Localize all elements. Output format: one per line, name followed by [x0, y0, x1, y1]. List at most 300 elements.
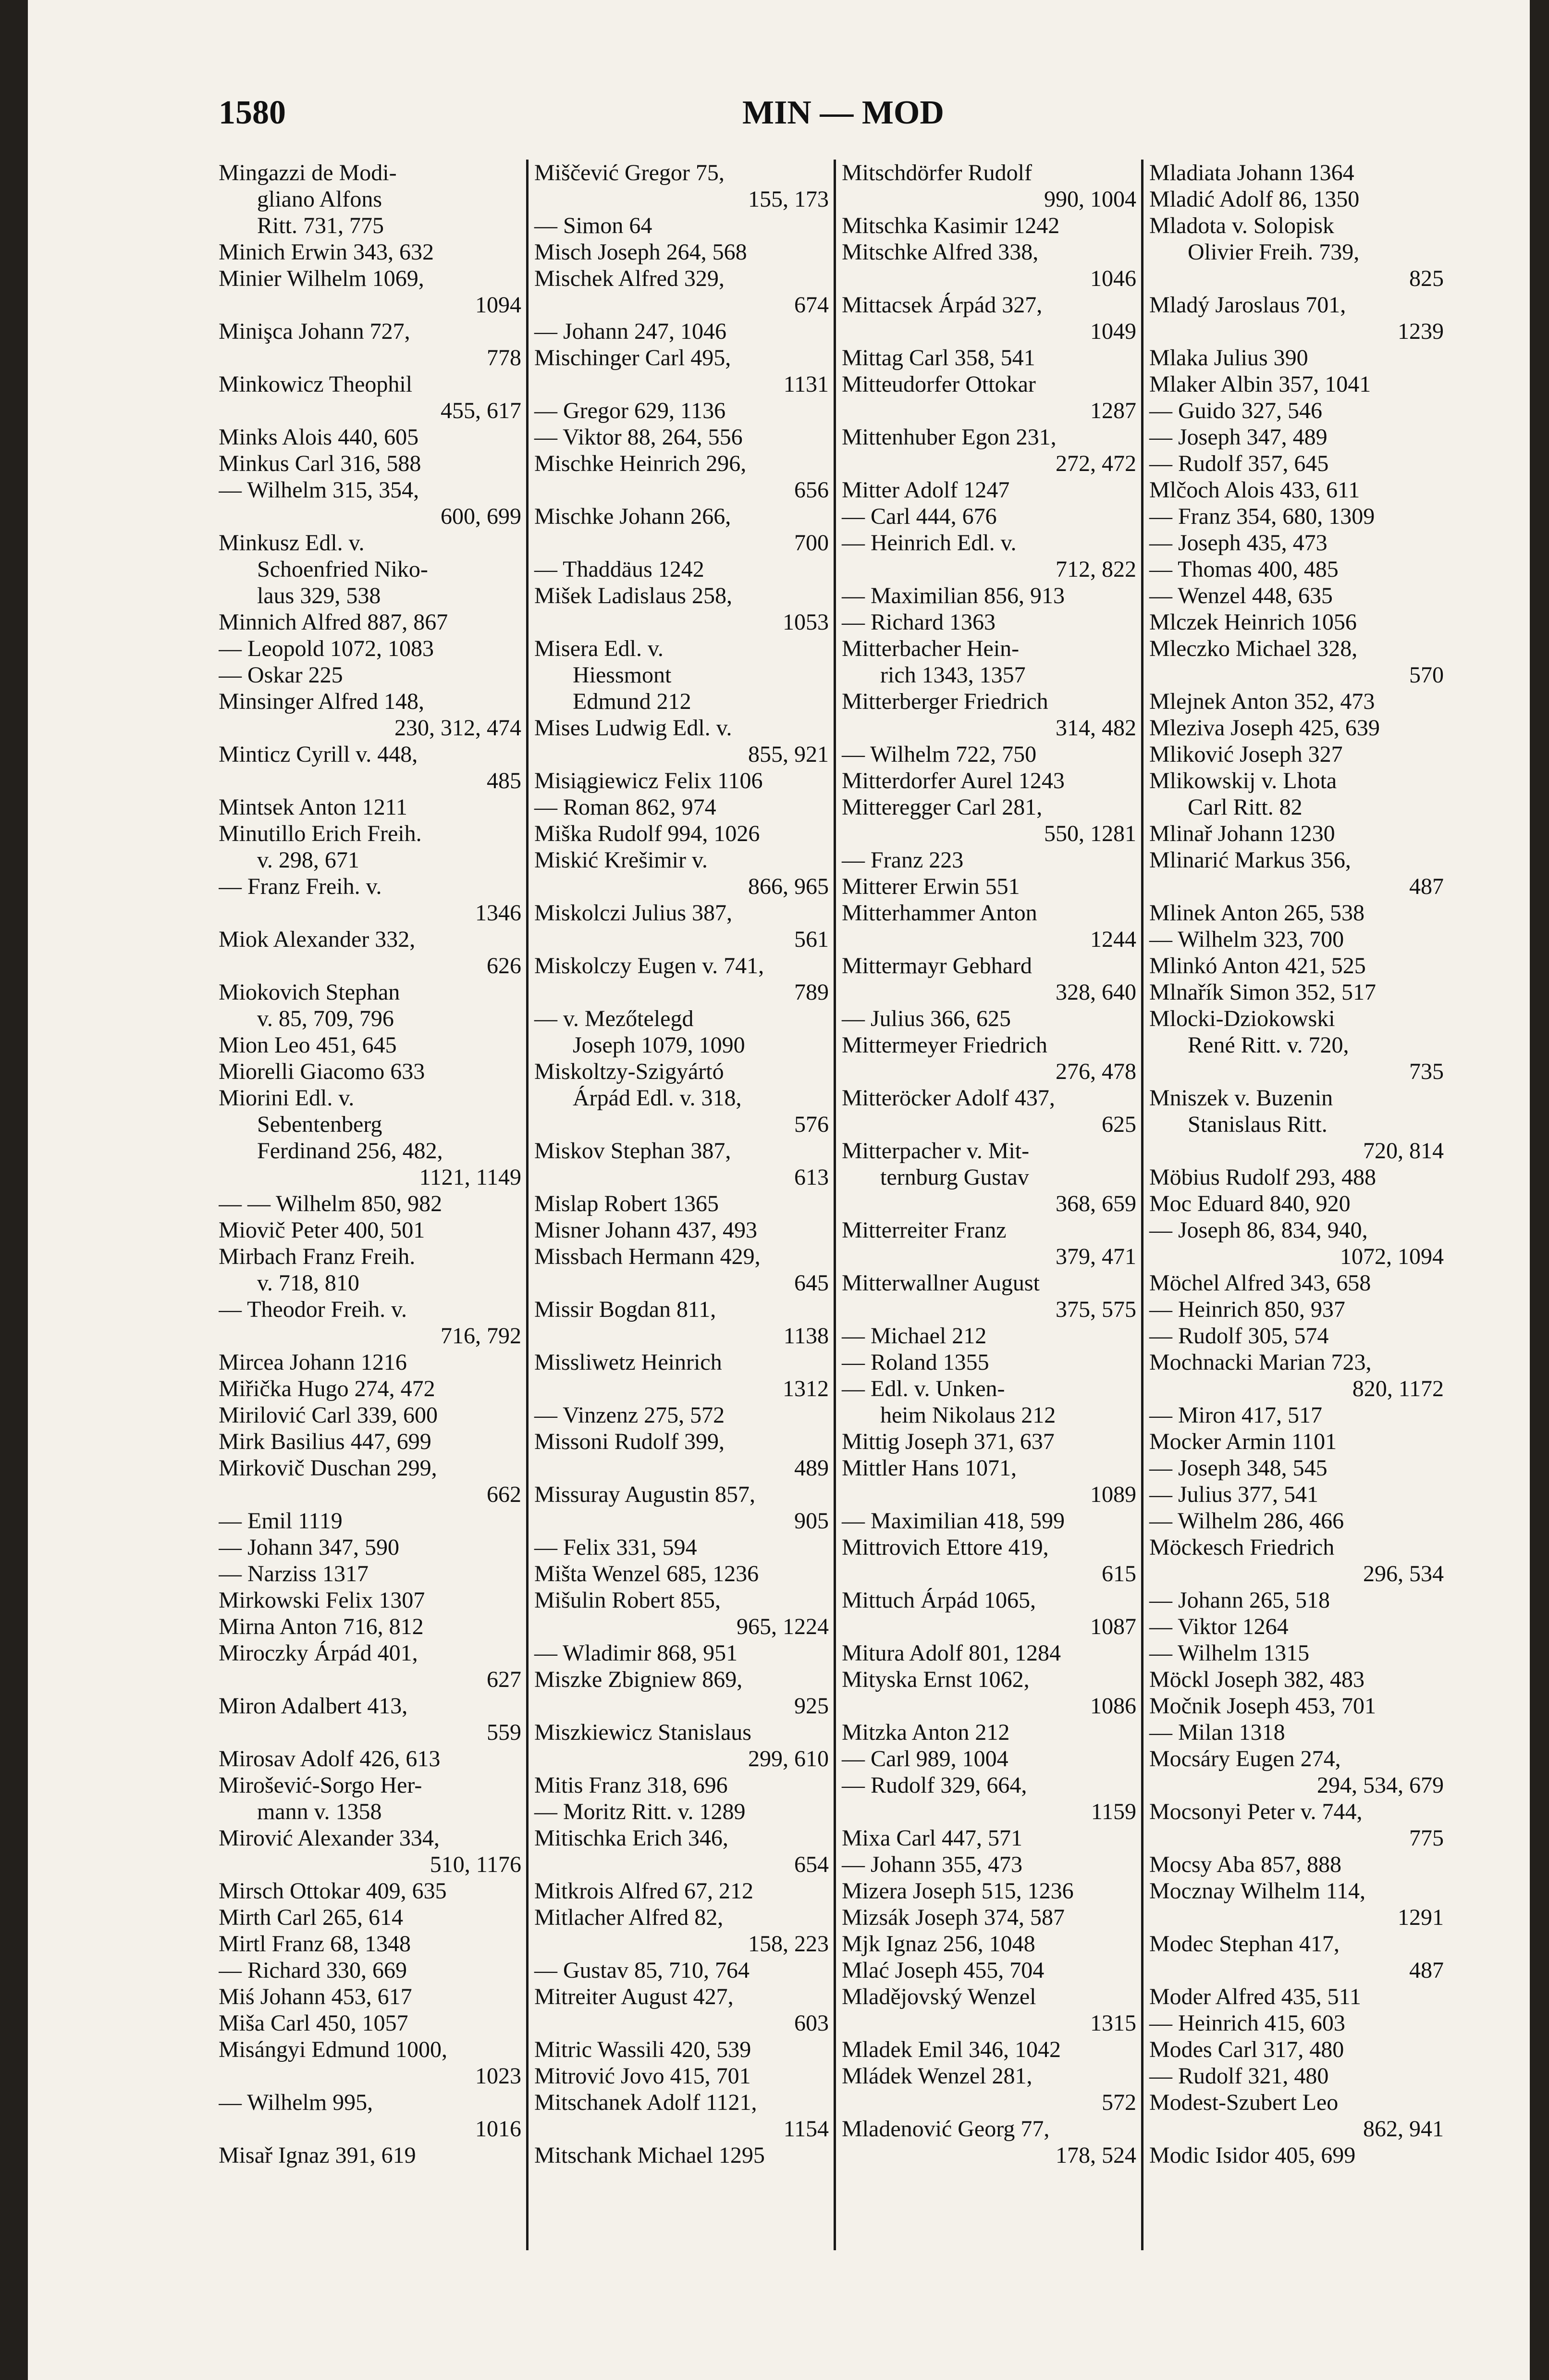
index-entry — [842, 371, 1136, 424]
entry-name-line: Mitischka Erich 346, — [534, 1825, 728, 1851]
entry-name-line: — Wladimir 868, 951 — [534, 1640, 738, 1666]
entry-name-line: Mitterer Erwin 551 — [842, 874, 1020, 899]
entry-name-line: — Johann 355, 473 — [842, 1852, 1022, 1877]
entry-continuation-line: 570 — [1409, 662, 1444, 688]
index-entry — [842, 1534, 1136, 1587]
index-entry — [219, 1534, 521, 1561]
entry-name-line: Mocsy Aba 857, 888 — [1149, 1852, 1341, 1877]
index-entry — [842, 873, 1136, 900]
entry-continuation-line: Sebentenberg — [257, 1112, 382, 1137]
entry-name-line: — Guido 327, 546 — [1149, 398, 1322, 423]
index-entry — [219, 2089, 521, 2142]
entry-name-line: Miok Alexander 332, — [219, 927, 416, 952]
entry-continuation-line: rich 1343, 1357 — [880, 662, 1026, 688]
index-entry — [842, 768, 1136, 794]
entry-name-line: Mitkrois Alfred 67, 212 — [534, 1878, 753, 1904]
entry-continuation-line: 600, 699 — [441, 504, 521, 529]
entry-name-line: — Felix 331, 594 — [534, 1535, 697, 1560]
entry-continuation-line: 455, 617 — [441, 398, 521, 423]
entry-name-line: Mišek Ladislaus 258, — [534, 583, 732, 608]
entry-name-line: — Rudolf 357, 645 — [1149, 451, 1329, 476]
entry-continuation-line: 487 — [1409, 1958, 1444, 1983]
entry-name-line: Mladiata Johann 1364 — [1149, 160, 1354, 186]
index-entry — [1149, 1428, 1444, 1455]
entry-name-line: Mlikowskij v. Lhota — [1149, 768, 1337, 793]
entry-name-line: Mitreiter August 427, — [534, 1984, 734, 2009]
entry-continuation-line: 1121, 1149 — [419, 1165, 521, 1190]
index-entry — [534, 900, 829, 953]
index-entry — [219, 160, 521, 239]
entry-continuation-line: 825 — [1409, 266, 1444, 291]
index-entry — [219, 318, 521, 371]
entry-continuation-line: Ferdinand 256, 482, — [257, 1138, 443, 1164]
index-entry — [219, 1032, 521, 1058]
index-entry — [842, 2063, 1136, 2116]
entry-name-line: Missoni Rudolf 399, — [534, 1429, 725, 1454]
index-entry — [1149, 1587, 1444, 1613]
entry-name-line: Mitis Franz 318, 696 — [534, 1773, 728, 1798]
index-entry — [219, 239, 521, 265]
index-entry — [842, 212, 1136, 239]
entry-name-line: Mircea Johann 1216 — [219, 1350, 407, 1375]
index-entry — [219, 1693, 521, 1746]
index-entry — [219, 1878, 521, 1904]
entry-continuation-line: 1287 — [1090, 398, 1136, 423]
entry-name-line: — Carl 444, 676 — [842, 504, 997, 529]
index-entry — [534, 1561, 829, 1587]
entry-name-line: Mladota v. Solopisk — [1149, 213, 1334, 238]
index-entry — [219, 2142, 521, 2169]
index-entry — [1149, 1270, 1444, 1296]
index-entry — [534, 556, 829, 583]
index-entry — [219, 2036, 521, 2089]
index-entry — [1149, 1164, 1444, 1190]
entry-continuation-line: v. 718, 810 — [257, 1270, 359, 1296]
entry-name-line: Miřička Hugo 274, 472 — [219, 1376, 435, 1401]
entry-name-line: Mišulin Robert 855, — [534, 1587, 721, 1613]
index-entry — [842, 1983, 1136, 2036]
index-entry — [1149, 2142, 1444, 2169]
entry-name-line: Mlinek Anton 265, 538 — [1149, 900, 1365, 926]
index-entry — [219, 1772, 521, 1825]
entry-name-line: — Michael 212 — [842, 1323, 987, 1349]
entry-name-line: Mlocki-Dziokowski — [1149, 1006, 1335, 1031]
entry-continuation-line: 720, 814 — [1363, 1138, 1444, 1164]
entry-name-line: — Julius 366, 625 — [842, 1006, 1011, 1031]
entry-name-line: Mitterhammer Anton — [842, 900, 1037, 926]
index-entry — [219, 741, 521, 794]
index-entry — [842, 900, 1136, 953]
index-entry — [534, 1402, 829, 1428]
index-entry — [219, 477, 521, 530]
entry-name-line: Minks Alois 440, 605 — [219, 424, 419, 450]
index-entry — [219, 1561, 521, 1587]
index-entry — [219, 1825, 521, 1878]
index-entry — [842, 424, 1136, 477]
entry-name-line: — Wilhelm 286, 466 — [1149, 1508, 1344, 1534]
index-entry — [1149, 556, 1444, 583]
index-column-3 — [834, 160, 1141, 2250]
entry-continuation-line: Joseph 1079, 1090 — [573, 1032, 745, 1058]
entry-name-line: — Wenzel 448, 635 — [1149, 583, 1333, 608]
entry-continuation-line: 855, 921 — [748, 742, 829, 767]
entry-continuation-line: 559 — [487, 1720, 521, 1745]
entry-name-line: — Joseph 348, 545 — [1149, 1455, 1328, 1481]
entry-name-line: Mittuch Árpád 1065, — [842, 1587, 1036, 1613]
index-entry — [219, 820, 521, 873]
index-entry — [534, 1983, 829, 2036]
entry-name-line: — Gustav 85, 710, 764 — [534, 1958, 750, 1983]
entry-name-line: — Thomas 400, 485 — [1149, 557, 1339, 582]
index-entry — [1149, 1190, 1444, 1217]
index-entry — [534, 1138, 829, 1190]
entry-name-line: Mirošević-Sorgo Her- — [219, 1773, 422, 1798]
index-entry — [842, 503, 1136, 530]
index-entry — [842, 1957, 1136, 1983]
index-entry — [842, 1904, 1136, 1931]
index-entry — [842, 2036, 1136, 2063]
entry-name-line: — Franz Freih. v. — [219, 874, 382, 899]
entry-continuation-line: 576 — [794, 1112, 829, 1137]
index-entry — [842, 1349, 1136, 1376]
entry-continuation-line: 1089 — [1090, 1482, 1136, 1507]
entry-name-line: Mochnacki Marian 723, — [1149, 1350, 1372, 1375]
index-entry — [1149, 609, 1444, 635]
index-entry — [534, 1640, 829, 1666]
entry-continuation-line: 1023 — [475, 2063, 521, 2089]
entry-name-line: Missbach Hermann 429, — [534, 1244, 761, 1269]
index-entry — [1149, 1534, 1444, 1587]
scan-border-right — [1530, 0, 1549, 2380]
entry-name-line: Mirbach Franz Freih. — [219, 1244, 416, 1269]
index-entry — [1149, 635, 1444, 688]
entry-name-line: Mlejnek Anton 352, 473 — [1149, 689, 1375, 714]
entry-name-line: — Heinrich 415, 603 — [1149, 2010, 1345, 2036]
entry-name-line: Mitterpacher v. Mit- — [842, 1138, 1030, 1164]
entry-name-line: — Wilhelm 315, 354, — [219, 477, 419, 503]
entry-name-line: Mischinger Carl 495, — [534, 345, 731, 371]
index-entry — [1149, 1851, 1444, 1878]
index-entry — [219, 1428, 521, 1455]
entry-name-line: Miorini Edl. v. — [219, 1085, 355, 1111]
index-entry — [219, 926, 521, 979]
entry-name-line: Mirk Basilius 447, 699 — [219, 1429, 431, 1454]
index-entry — [219, 1957, 521, 1983]
index-column-4 — [1141, 160, 1449, 2250]
index-entry — [219, 1587, 521, 1613]
entry-name-line: Modest-Szubert Leo — [1149, 2090, 1339, 2115]
entry-continuation-line: 314, 482 — [1056, 715, 1136, 741]
entry-name-line: Mingazzi de Modi- — [219, 160, 397, 186]
index-entry — [1149, 1693, 1444, 1719]
index-entry — [1149, 2089, 1444, 2142]
entry-name-line: Minier Wilhelm 1069, — [219, 266, 424, 291]
entry-name-line: Modec Stephan 417, — [1149, 1931, 1340, 1957]
index-entry — [842, 1666, 1136, 1719]
entry-name-line: Mittig Joseph 371, 637 — [842, 1429, 1055, 1454]
index-entry — [1149, 1323, 1444, 1349]
index-entry — [842, 583, 1136, 609]
entry-name-line: Miskolczi Julius 387, — [534, 900, 733, 926]
index-entry — [534, 2089, 829, 2142]
entry-name-line: Miokovich Stephan — [219, 979, 400, 1005]
page-header — [219, 94, 1453, 137]
entry-name-line: Mladić Adolf 86, 1350 — [1149, 186, 1360, 212]
entry-name-line: Minich Erwin 343, 632 — [219, 239, 434, 265]
index-entry — [534, 1428, 829, 1481]
entry-name-line: Mitterwallner August — [842, 1270, 1040, 1296]
entry-name-line: Modes Carl 317, 480 — [1149, 2037, 1344, 2062]
index-entry — [842, 1746, 1136, 1772]
entry-continuation-line: v. 298, 671 — [257, 847, 359, 873]
entry-continuation-line: Carl Ritt. 82 — [1188, 794, 1303, 820]
index-entry — [534, 768, 829, 794]
index-column-2 — [526, 160, 834, 2250]
index-entry — [1149, 741, 1444, 768]
entry-name-line: — Maximilian 856, 913 — [842, 583, 1065, 608]
entry-continuation-line: 572 — [1102, 2090, 1136, 2115]
entry-continuation-line: 905 — [794, 1508, 829, 1534]
entry-continuation-line: 1291 — [1398, 1905, 1444, 1930]
entry-name-line: Mittermayr Gebhard — [842, 953, 1032, 979]
index-entry — [534, 397, 829, 424]
index-entry — [219, 1455, 521, 1508]
entry-name-line: — Narziss 1317 — [219, 1561, 369, 1587]
index-entry — [842, 1851, 1136, 1878]
index-entry — [534, 1217, 829, 1243]
entry-name-line: Mittacsek Árpád 327, — [842, 292, 1043, 318]
entry-name-line: Mliković Joseph 327 — [1149, 742, 1343, 767]
entry-continuation-line: 1244 — [1090, 927, 1136, 952]
entry-name-line: — Viktor 88, 264, 556 — [534, 424, 743, 450]
entry-name-line: — Leopold 1072, 1083 — [219, 636, 434, 661]
entry-name-line: Mlinarić Markus 356, — [1149, 847, 1351, 873]
index-entry — [534, 160, 829, 212]
entry-continuation-line: 230, 312, 474 — [394, 715, 521, 741]
entry-name-line: Mlnařík Simon 352, 517 — [1149, 979, 1377, 1005]
index-entry — [842, 1772, 1136, 1825]
index-entry — [534, 1825, 829, 1878]
index-entry — [1149, 371, 1444, 397]
entry-continuation-line: 625 — [1102, 1112, 1136, 1137]
index-entry — [1149, 212, 1444, 292]
index-entry — [1149, 2063, 1444, 2089]
entry-continuation-line: 1049 — [1090, 319, 1136, 344]
entry-name-line: Mitric Wassili 420, 539 — [534, 2037, 751, 2062]
index-entry — [842, 1428, 1136, 1455]
entry-continuation-line: 489 — [794, 1455, 829, 1481]
entry-name-line: Mittermeyer Friedrich — [842, 1032, 1047, 1058]
entry-continuation-line: 375, 575 — [1056, 1297, 1136, 1322]
entry-name-line: Miskolczy Eugen v. 741, — [534, 953, 764, 979]
index-entry — [219, 662, 521, 688]
entry-name-line: Mirosav Adolf 426, 613 — [219, 1746, 441, 1772]
index-entry — [1149, 1878, 1444, 1931]
index-entry — [534, 583, 829, 635]
entry-name-line: Modic Isidor 405, 699 — [1149, 2143, 1356, 2168]
entry-continuation-line: Stanislaus Ritt. — [1188, 1112, 1328, 1137]
entry-name-line: Mocsonyi Peter v. 744, — [1149, 1799, 1363, 1824]
entry-name-line: Mitschke Alfred 338, — [842, 239, 1039, 265]
entry-name-line: Mityska Ernst 1062, — [842, 1667, 1030, 1692]
entry-name-line: Mišta Wenzel 685, 1236 — [534, 1561, 759, 1587]
entry-name-line: — Wilhelm 722, 750 — [842, 742, 1037, 767]
entry-name-line: Mittrovich Ettore 419, — [842, 1535, 1049, 1560]
entry-continuation-line: 656 — [794, 477, 829, 503]
index-entry — [842, 794, 1136, 847]
entry-continuation-line: 775 — [1409, 1825, 1444, 1851]
scan-border-left — [0, 0, 28, 2380]
entry-continuation-line: 654 — [794, 1852, 829, 1877]
entry-name-line: Miszkiewicz Stanislaus — [534, 1720, 751, 1745]
index-entry — [219, 1085, 521, 1190]
entry-continuation-line: Árpád Edl. v. 318, — [573, 1085, 742, 1111]
entry-continuation-line: 712, 822 — [1056, 557, 1136, 582]
index-entry — [1149, 186, 1444, 212]
index-entry — [1149, 450, 1444, 477]
entry-continuation-line: 778 — [487, 345, 521, 371]
index-entry — [842, 847, 1136, 873]
entry-name-line: — Wilhelm 995, — [219, 2090, 373, 2115]
entry-name-line: Misner Johann 437, 493 — [534, 1217, 757, 1243]
entry-continuation-line: 1087 — [1090, 1614, 1136, 1639]
entry-name-line: Misař Ignaz 391, 619 — [219, 2143, 416, 2168]
entry-continuation-line: 550, 1281 — [1044, 821, 1136, 846]
entry-name-line: Möbius Rudolf 293, 488 — [1149, 1165, 1377, 1190]
entry-name-line: — Julius 377, 541 — [1149, 1482, 1319, 1507]
index-entry — [534, 1058, 829, 1138]
index-entry — [1149, 1798, 1444, 1851]
index-entry — [534, 265, 829, 318]
entry-continuation-line: Olivier Freih. 739, — [1188, 239, 1360, 265]
entry-name-line: Mlać Joseph 455, 704 — [842, 1958, 1045, 1983]
entry-name-line: — Maximilian 418, 599 — [842, 1508, 1065, 1534]
entry-continuation-line: laus 329, 538 — [257, 583, 381, 608]
index-entry — [842, 1508, 1136, 1534]
entry-name-line: Mladenović Georg 77, — [842, 2116, 1050, 2142]
entry-name-line: — Theodor Freih. v. — [219, 1297, 407, 1322]
entry-name-line: Miskov Stephan 387, — [534, 1138, 731, 1164]
entry-continuation-line: 368, 659 — [1056, 1191, 1136, 1216]
entry-name-line: Miovič Peter 400, 501 — [219, 1217, 425, 1243]
entry-name-line: — Joseph 435, 473 — [1149, 530, 1328, 556]
index-entry — [1149, 424, 1444, 450]
entry-continuation-line: Edmund 212 — [573, 689, 691, 714]
index-entry — [842, 1376, 1136, 1428]
entry-name-line: Miskoltzy-Szigyártó — [534, 1059, 724, 1084]
entry-name-line: Missir Bogdan 811, — [534, 1297, 716, 1322]
index-entry — [219, 424, 521, 450]
entry-name-line: Mniszek v. Buzenin — [1149, 1085, 1333, 1111]
entry-name-line: Mintsek Anton 1211 — [219, 794, 407, 820]
index-entry — [534, 450, 829, 503]
index-entry — [534, 847, 829, 900]
entry-name-line: Mitterdorfer Aurel 1243 — [842, 768, 1065, 793]
index-entry — [842, 1005, 1136, 1032]
index-columns — [219, 160, 1456, 2250]
entry-name-line: Misángyi Edmund 1000, — [219, 2037, 447, 2062]
index-entry — [1149, 926, 1444, 953]
entry-continuation-line: 1154 — [783, 2116, 829, 2142]
entry-name-line: Mitteregger Carl 281, — [842, 794, 1043, 820]
index-entry — [219, 979, 521, 1032]
entry-name-line: Minişca Johann 727, — [219, 319, 410, 344]
entry-name-line: Mocznay Wilhelm 114, — [1149, 1878, 1365, 1904]
index-entry — [219, 1296, 521, 1349]
index-entry — [842, 2116, 1136, 2169]
index-entry — [1149, 1217, 1444, 1270]
index-entry — [534, 953, 829, 1005]
entry-continuation-line: 510, 1176 — [430, 1852, 521, 1877]
index-entry — [534, 1481, 829, 1534]
entry-name-line: Mocsáry Eugen 274, — [1149, 1746, 1341, 1772]
entry-name-line: — Edl. v. Unken- — [842, 1376, 1005, 1401]
index-entry — [219, 1349, 521, 1376]
index-entry — [534, 239, 829, 265]
entry-name-line: — Emil 1119 — [219, 1508, 343, 1534]
entry-name-line: — Johann 265, 518 — [1149, 1587, 1330, 1613]
entry-continuation-line: 990, 1004 — [1044, 186, 1136, 212]
index-entry — [219, 1983, 521, 2010]
entry-name-line: — Heinrich Edl. v. — [842, 530, 1017, 556]
entry-continuation-line: 296, 534 — [1363, 1561, 1444, 1587]
entry-continuation-line: 1016 — [475, 2116, 521, 2142]
entry-name-line: — Simon 64 — [534, 213, 652, 238]
entry-name-line: Mion Leo 451, 645 — [219, 1032, 397, 1058]
index-entry — [219, 688, 521, 741]
entry-name-line: Misiągiewicz Felix 1106 — [534, 768, 763, 793]
entry-name-line: Mirna Anton 716, 812 — [219, 1614, 424, 1639]
entry-name-line: — Roman 862, 974 — [534, 794, 716, 820]
index-entry — [534, 1534, 829, 1561]
index-entry — [842, 741, 1136, 768]
entry-continuation-line: mann v. 1358 — [257, 1799, 382, 1824]
index-entry — [842, 1085, 1136, 1138]
index-entry — [1149, 1666, 1444, 1693]
entry-name-line: Mitteröcker Adolf 437, — [842, 1085, 1055, 1111]
entry-name-line: — Gregor 629, 1136 — [534, 398, 726, 423]
index-entry — [534, 1798, 829, 1825]
entry-continuation-line: 615 — [1102, 1561, 1136, 1587]
index-entry — [219, 1931, 521, 1957]
entry-name-line: Mitterbacher Hein- — [842, 636, 1020, 661]
entry-continuation-line: 379, 471 — [1056, 1244, 1136, 1269]
entry-continuation-line: 1346 — [475, 900, 521, 926]
entry-name-line: Mixa Carl 447, 571 — [842, 1825, 1022, 1851]
entry-name-line: — — Wilhelm 850, 982 — [219, 1191, 443, 1216]
index-entry — [842, 1138, 1136, 1217]
entry-continuation-line: 561 — [794, 927, 829, 952]
index-entry — [534, 794, 829, 820]
index-entry — [534, 1957, 829, 1983]
entry-name-line: Möchel Alfred 343, 658 — [1149, 1270, 1371, 1296]
index-entry — [534, 212, 829, 239]
index-entry — [534, 715, 829, 768]
entry-name-line: Mlinkó Anton 421, 525 — [1149, 953, 1366, 979]
index-entry — [534, 1005, 829, 1058]
index-entry — [842, 1032, 1136, 1085]
index-entry — [534, 1587, 829, 1640]
index-entry — [219, 873, 521, 926]
entry-name-line: Močnik Joseph 453, 701 — [1149, 1693, 1376, 1719]
entry-continuation-line: 1086 — [1090, 1693, 1136, 1719]
index-entry — [1149, 1481, 1444, 1508]
index-entry — [842, 1455, 1136, 1508]
index-entry — [1149, 1296, 1444, 1323]
index-entry — [1149, 953, 1444, 979]
entry-name-line: Miś Johann 453, 617 — [219, 1984, 412, 2009]
entry-continuation-line: 700 — [794, 530, 829, 556]
